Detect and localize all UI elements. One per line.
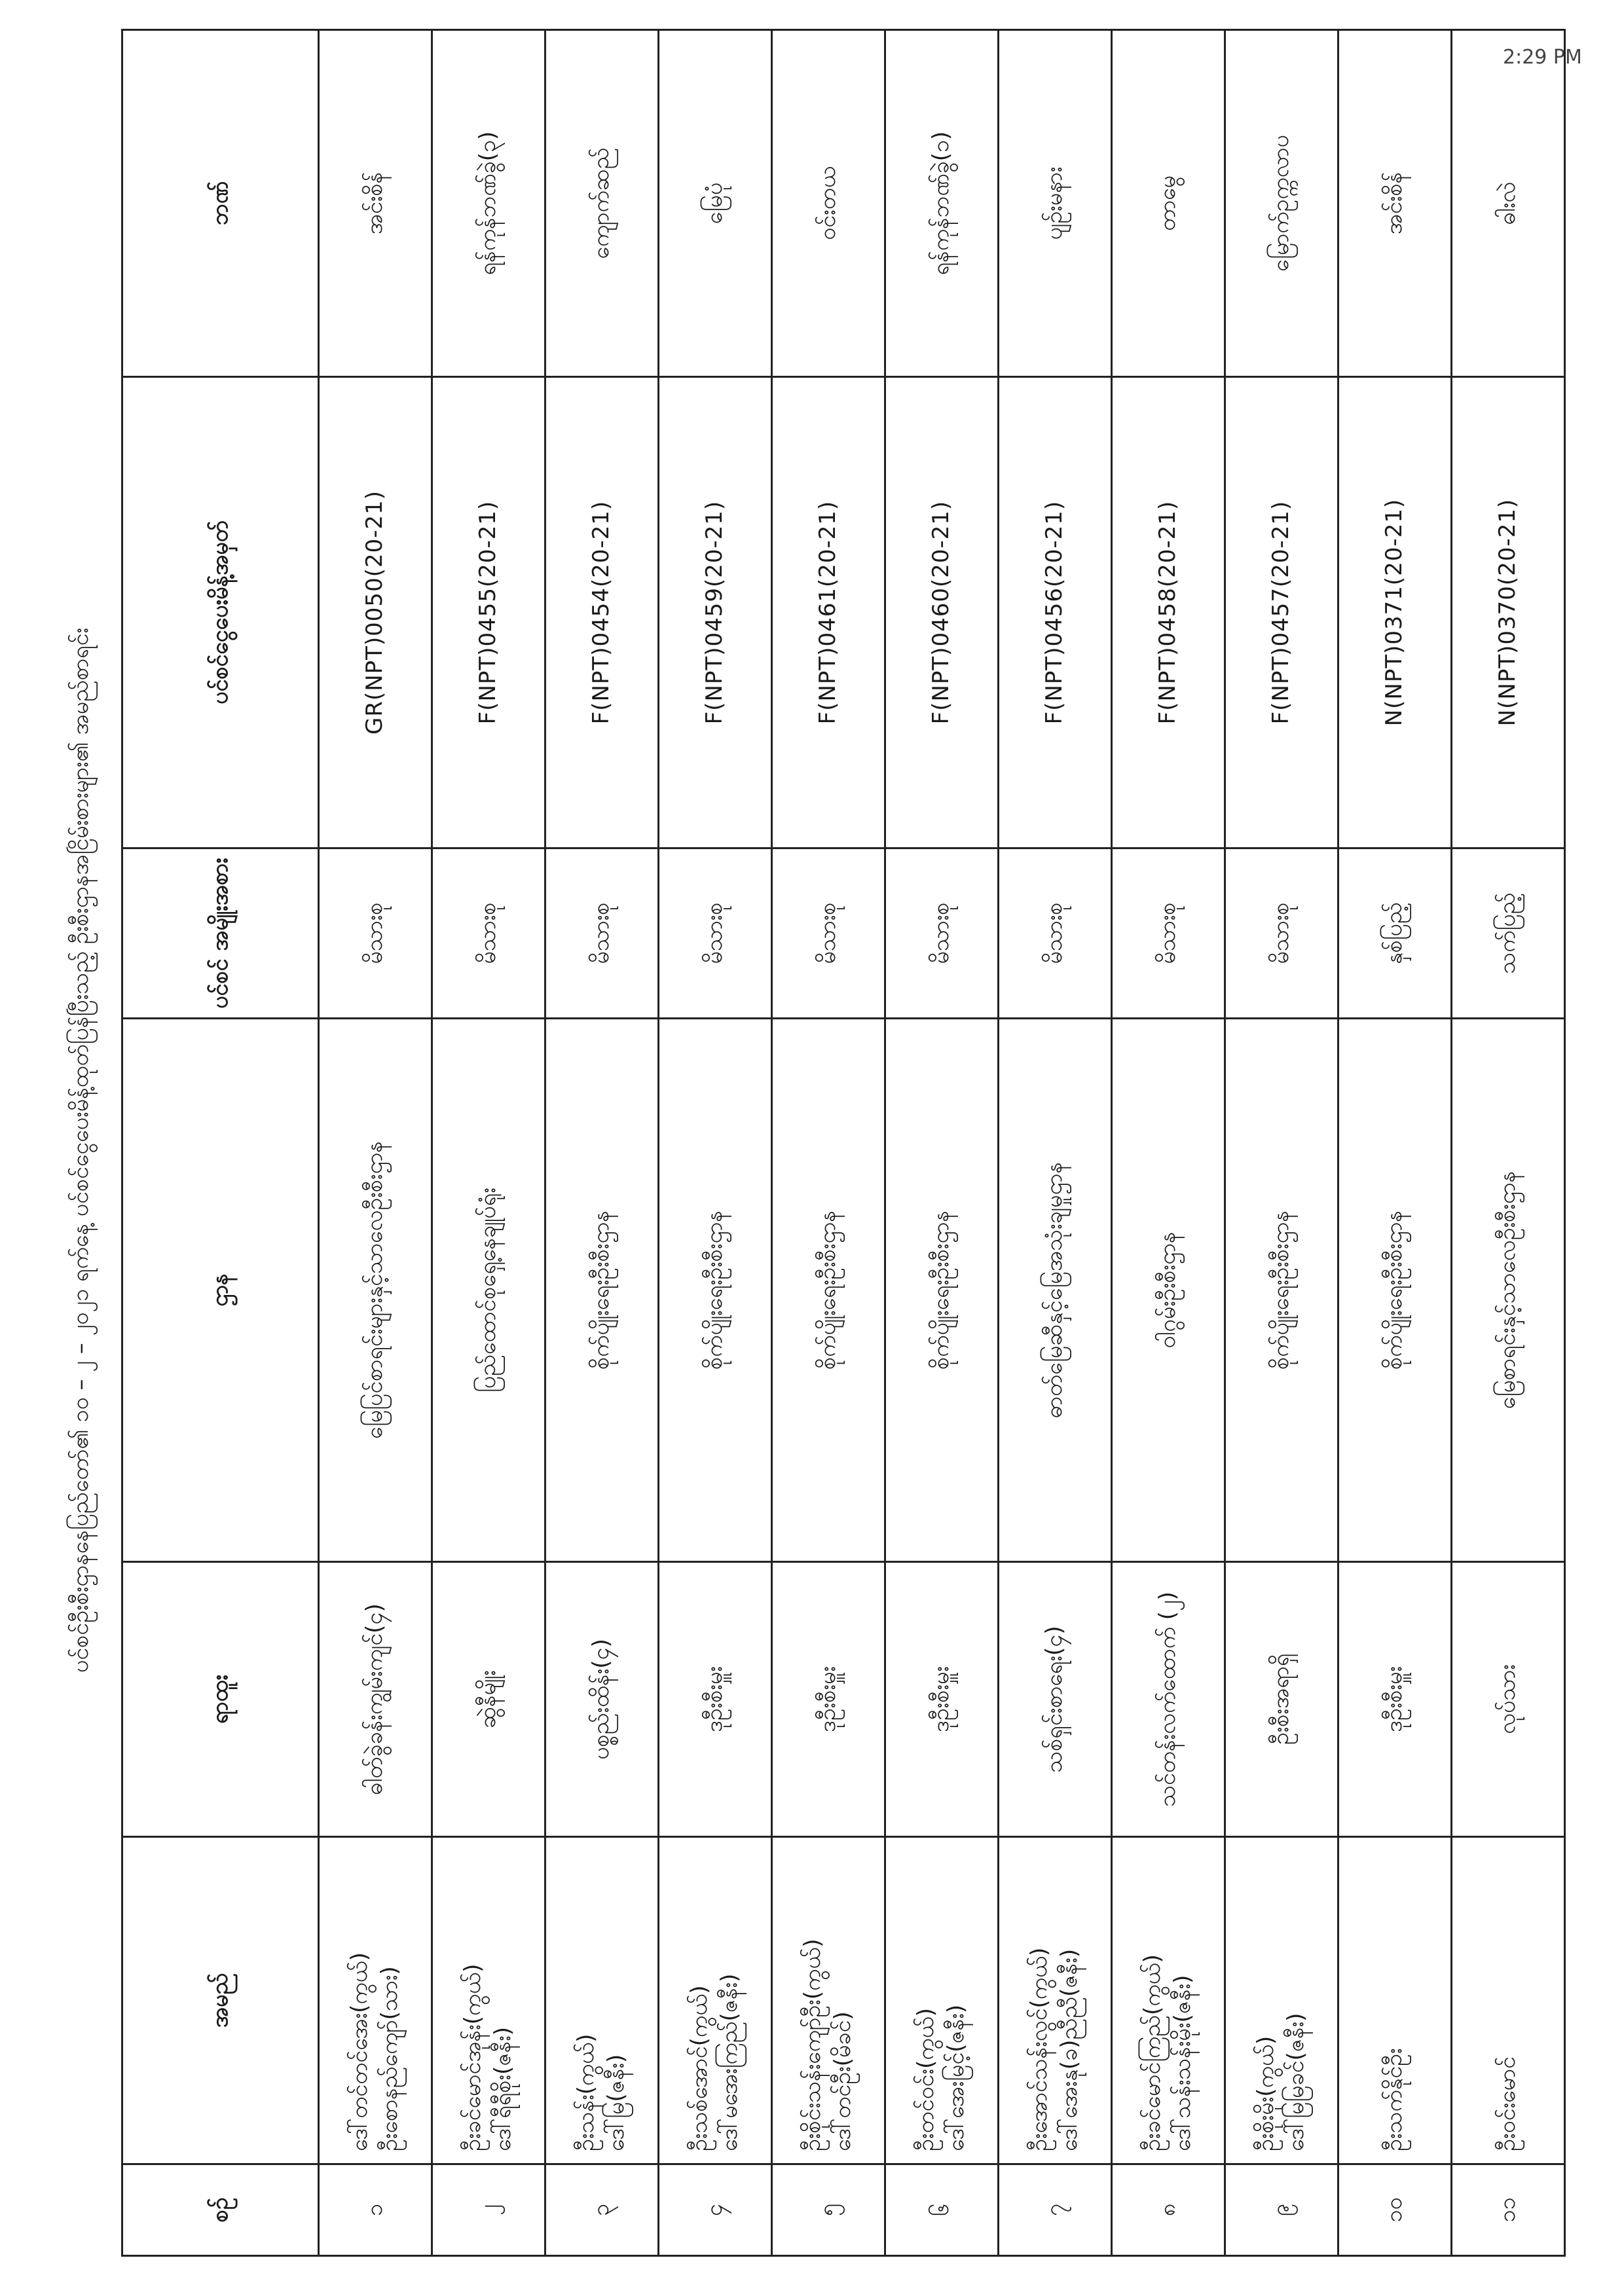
cell-pension-type: မိသားစု <box>885 848 999 1019</box>
col-header-no: စဉ် <box>122 2164 319 2256</box>
name-secondary: ဒေါ်အေးမြင့်(ဇနီး) <box>943 2004 969 2151</box>
cell-rank: ဒုဦးစီးမှူး <box>1338 1562 1452 1837</box>
cell-rank: ဒုဦးစီးမှူး <box>772 1562 885 1837</box>
cell-department: စိုက်ပျိုးရေးဦးစီးဌာန <box>545 1019 659 1562</box>
cell-bank: အင်းစိန် <box>319 30 432 377</box>
col-header-order-number: ပင်စင်ငွေပေးမိန့်အမှတ် <box>122 377 319 848</box>
table-row <box>885 30 999 2256</box>
col-header-department: ဌာန <box>122 1019 319 1562</box>
table-row <box>1338 30 1452 2256</box>
cell-department: ပြည်ထောင်စုရှေ့နေချုပ်ရုံး <box>432 1019 545 1562</box>
cell-bank: တာမွေ <box>1112 30 1225 377</box>
cell-pension-type: မိသားစု <box>1225 848 1338 1019</box>
cell-bank: ပျဉ်းမနား <box>999 30 1112 377</box>
cell-pension-type: နှစ်ပြည့် <box>1338 848 1452 1019</box>
table-row <box>432 30 545 2256</box>
name-primary: ဦးစိုးမိုး(ကွယ်) <box>1253 2035 1280 2151</box>
cell-name <box>659 1837 772 2164</box>
cell-department: စိုက်ပျိုးရေးဦးစီးဌာန <box>1225 1019 1338 1562</box>
cell-name <box>772 1837 885 2164</box>
name-primary: ဦးဝင်းမောင် <box>1494 2056 1521 2151</box>
cell-no: ၁ <box>319 2164 432 2256</box>
name-primary: ဦးအောင်သန်းလွင်(ကွယ်) <box>1026 1947 1053 2151</box>
table-row <box>772 30 885 2256</box>
table-row <box>659 30 772 2256</box>
cell-no: ၇ <box>999 2164 1112 2256</box>
cell-pension-type: သက်ပြည့် <box>1452 848 1565 1019</box>
cell-no: ၆ <box>885 2164 999 2256</box>
cell-department: ဓာတ်မြေဆီနှင့်မြေအသုံးချမှုဌာန <box>999 1019 1112 1562</box>
cell-order-number: GR(NPT)0050(20-21) <box>319 377 432 848</box>
name-secondary: ဒေါ်မြမြခင်(ဇနီး) <box>1283 2013 1309 2151</box>
cell-bank: ကျောက်ဆည် <box>545 30 659 377</box>
cell-department: စိုက်ပျိုးရေးဦးစီးဌာန <box>659 1019 772 1562</box>
cell-name <box>545 1837 659 2164</box>
print-timestamp: 2:29 PM <box>1503 46 1582 69</box>
cell-bank: ဓါးလဲ <box>1452 30 1565 377</box>
cell-rank: ဒုဦးစီးမှူး <box>659 1562 772 1837</box>
table-row <box>999 30 1112 2256</box>
cell-rank: သင်တန်းလက်ထောက် (၂) <box>1112 1562 1225 1837</box>
cell-name <box>319 1837 432 2164</box>
cell-no: ၃ <box>545 2164 659 2256</box>
cell-rank: ပစ္စည်းထိန်း(၄) <box>545 1562 659 1837</box>
col-header-bank: ဘဏ် <box>122 30 319 377</box>
cell-name <box>432 1837 545 2164</box>
cell-order-number: F(NPT)0455(20-21) <box>432 377 545 848</box>
cell-pension-type: မိသားစု <box>659 848 772 1019</box>
cell-rank: ဦးစီးအရာရှိ <box>1225 1562 1338 1837</box>
cell-department: စိုက်ပျိုးရေးဦးစီးဌာန <box>885 1019 999 1562</box>
cell-bank: ဝင်းတယ <box>772 30 885 377</box>
cell-rank: သစ်ရှင်းစာရေး(၄) <box>999 1562 1112 1837</box>
cell-bank: အင်းစိန် <box>1338 30 1452 377</box>
name-primary: ဦးခင်မောင်အုန်း(ကွယ်) <box>460 1963 487 2151</box>
name-primary: ဦးသစ်အောင်(ကွယ်) <box>686 1985 713 2151</box>
name-primary: ဦးစိုင်းသန်းကျော်ဦး(ကွယ်) <box>800 1939 826 2151</box>
cell-order-number: N(NPT)0370(20-21) <box>1452 377 1565 848</box>
header-row <box>122 30 319 2256</box>
cell-bank: မြောက်ဥက္ကလာပ <box>1225 30 1338 377</box>
table-row <box>1112 30 1225 2256</box>
table-row <box>1225 30 1338 2256</box>
cell-pension-type: မိသားစု <box>319 848 432 1019</box>
cell-order-number: F(NPT)0459(20-21) <box>659 377 772 848</box>
name-secondary: ဦးစောနည်ကျော်(သား) <box>377 1966 403 2151</box>
cell-pension-type: မိသားစု <box>432 848 545 1019</box>
cell-no: ၅ <box>772 2164 885 2256</box>
name-secondary: ဒေါ်မြ(ဇနီး) <box>603 2054 629 2151</box>
cell-rank: လုပ်သား <box>1452 1562 1565 1837</box>
cell-rank: ဒုဦးစီးမှူး <box>885 1562 999 1837</box>
name-secondary: ဒေါ်တင်ဦး(မိခင်) <box>830 2011 856 2151</box>
cell-name <box>1112 1837 1225 2164</box>
name-primary: ဒေါ်တင်တင်အေး(ကွယ်) <box>346 1952 373 2151</box>
cell-rank: ဓါတ်ခွဲခန်းကျွမ်းကျင်(၄) <box>319 1562 432 1837</box>
name-secondary: ဒေါ်ရီရီစိုး(ဇနီး) <box>490 2027 516 2151</box>
cell-no: ၈ <box>1112 2164 1225 2256</box>
name-primary: ဦးတင်ဝင်း(ကွယ်) <box>913 2008 940 2151</box>
name-secondary: ဒေါ်အေးနု(ခ)ညီညီ(ဇနီး) <box>1056 1948 1082 2151</box>
cell-no: ၂ <box>432 2164 545 2256</box>
col-header-rank: ရာထူး <box>122 1562 319 1837</box>
cell-no: ၁၀ <box>1338 2164 1452 2256</box>
cell-pension-type: မိသားစု <box>545 848 659 1019</box>
document-title: ပင်စင်ဦးစီးဌာနနေပြည်တော်၏ ၁၀ – ၂ – ၂၀၂၁ ရက်နေ့ ပင်စင်ငွေပေးမိန့်ထုတ်ပြန်ပြီးသည့် ဦးစီးဌာနအငြိမ်းစားများ၏ အမည်စာရင်း <box>67 627 94 1673</box>
cell-order-number: F(NPT)0456(20-21) <box>999 377 1112 848</box>
cell-pension-type: မိသားစု <box>1112 848 1225 1019</box>
cell-order-number: N(NPT)0371(20-21) <box>1338 377 1452 848</box>
cell-bank: ရန်ကုန်ဘဏ်ခွဲ(၃) <box>432 30 545 377</box>
cell-department: စိုက်ပျိုးရေးဦးစီးဌာန <box>772 1019 885 1562</box>
cell-order-number: F(NPT)0458(20-21) <box>1112 377 1225 848</box>
cell-order-number: F(NPT)0457(20-21) <box>1225 377 1338 848</box>
name-primary: ဦးခင်မောင်ကြည်(ကွယ်) <box>1139 1954 1166 2151</box>
cell-order-number: F(NPT)0454(20-21) <box>545 377 659 848</box>
table-row <box>319 30 432 2256</box>
cell-pension-type: မိသားစု <box>999 848 1112 1019</box>
cell-pension-type: မိသားစု <box>772 848 885 1019</box>
cell-no: ၄ <box>659 2164 772 2256</box>
cell-bank: ရန်ကုန်ဘဏ်ခွဲ(၁) <box>885 30 999 377</box>
pensioner-table <box>121 29 1566 2257</box>
cell-department: မြေစာရင်းနှင့်သာလေဦးစီးဌာန <box>1452 1019 1565 1562</box>
cell-department: မြေပြင်စာရင်းများနှင့်သာလေဦးစီးဌာန <box>319 1019 432 1562</box>
cell-department: ဝါဂွမ်းဦးစီးဌာန <box>1112 1019 1225 1562</box>
cell-name <box>999 1837 1112 2164</box>
col-header-name: အမည် <box>122 1837 319 2164</box>
table-row <box>1452 30 1565 2256</box>
cell-no: ၉ <box>1225 2164 1338 2256</box>
table-row <box>545 30 659 2256</box>
cell-department: စိုက်ပျိုးရေးဦးစီးဌာန <box>1338 1019 1452 1562</box>
cell-no: ၁၁ <box>1452 2164 1565 2256</box>
cell-order-number: F(NPT)0460(20-21) <box>885 377 999 848</box>
cell-rank: ဆွဲနီမျိုး <box>432 1562 545 1837</box>
cell-name <box>1452 1837 1565 2164</box>
cell-order-number: F(NPT)0461(20-21) <box>772 377 885 848</box>
col-header-pension-type: ပင်စင် အမျိုးအစား <box>122 848 319 1019</box>
cell-bank: မြေပုံ <box>659 30 772 377</box>
name-secondary: ဒေါ်သန်းသန်းမိုး(ဇနီး) <box>1170 1975 1196 2151</box>
cell-name <box>885 1837 999 2164</box>
cell-name <box>1225 1837 1338 2164</box>
name-secondary: ဒေါ်မအေးကြည်(ဇနီး) <box>716 1973 743 2151</box>
name-primary: ဦးသန်း(ကွယ်) <box>573 2033 600 2151</box>
name-primary: ဦးသက်နိုင်ဦး <box>1381 2048 1408 2151</box>
cell-name <box>1338 1837 1452 2164</box>
